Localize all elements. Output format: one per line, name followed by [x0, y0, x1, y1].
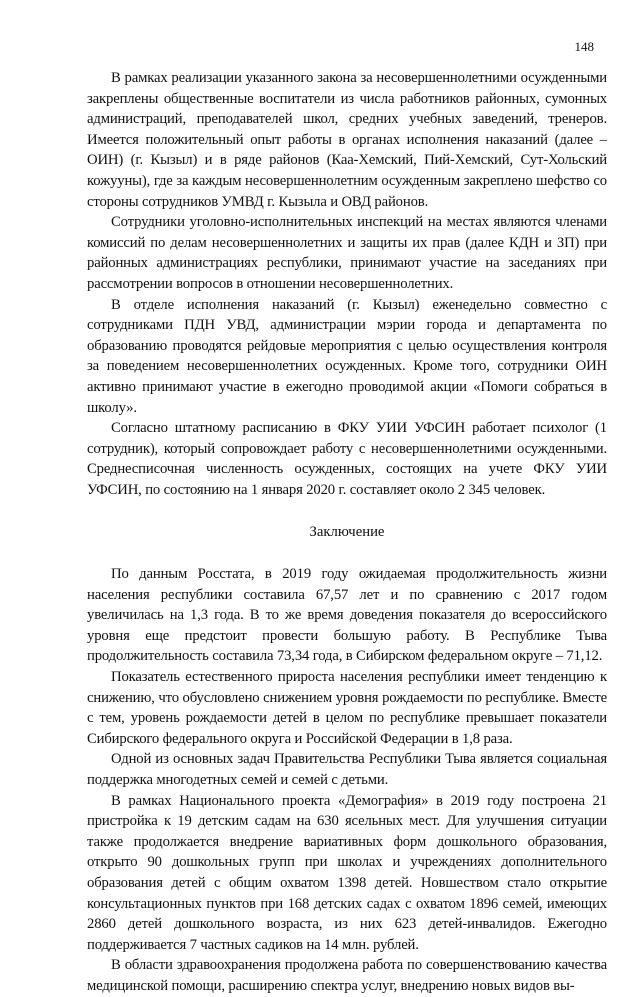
- paragraph: В рамках реализации указанного закона за несовершеннолетними осужденными закреплены общественные воспитатели из числа работников районных, сумонных администраций, преподавателей школ, средних учебных заведений, тренеров. Имеется положительный опыт работы в органах исполнения наказаний (далее – ОИН) (г. Кызыл) и в ряде районов (Каа-Хемский, Пий-Хемский, Сут-Хольский кожууны), где за каждым несовершеннолетним осужденным закреплено шефство со стороны сотрудников УМВД г. Кызыла и ОВД районов.: [87, 70, 607, 210]
- paragraph: Сотрудники уголовно-исполнительных инспекций на местах являются членами комиссий по делам несовершеннолетних и защиты их прав (далее КДН и ЗП) при районных администрациях республики, принимают участие на заседаниях при рассмотрении вопросов в отношении несовершеннолетних.: [87, 214, 607, 292]
- document-body: [87, 68, 607, 997]
- paragraph: В области здравоохранения продолжена работа по совершенствованию качества медицинской помощи, расширению спектра услуг, внедрению новых видов вы-: [87, 957, 607, 994]
- paragraph: Согласно штатному расписанию в ФКУ УИИ УФСИН работает психолог (1 сотрудник), который сопровождает работу с несовершеннолетними осужденными. Среднесписочная численность осужденных, состоящих на учете ФКУ УИИ УФСИН, по состоянию на 1 января 2020 г. составляет около 2 345 человек.: [87, 420, 607, 498]
- page-number: 148: [574, 39, 594, 54]
- paragraph: Одной из основных задач Правительства Республики Тыва является социальная поддержка многодетных семей и семей с детьми.: [87, 751, 607, 788]
- paragraph: В отделе исполнения наказаний (г. Кызыл) еженедельно совместно с сотрудниками ПДН УВД, администрации мэрии города и департамента по образованию проводятся рейдовые мероприятия с целью осуществления контроля за поведением несовершеннолетних осужденных. Кроме того, сотрудники ОИН активно принимают участие в ежегодно проводимой акции «Помоги собраться в школу».: [87, 296, 607, 416]
- paragraph: По данным Росстата, в 2019 году ожидаемая продолжительность жизни населения республики составила 67,57 лет и по сравнению с 2017 годом увеличилась на 1,3 года. В то же время доведения показателя до всероссийского уровня еще предстоит провести большую работу. В Республике Тыва продолжительность составила 73,34 года, в Сибирском федеральном округе – 71,12.: [87, 566, 607, 665]
- paragraph: В рамках Национального проекта «Демография» в 2019 году построена 21 пристройка к 19 детским садам на 630 ясельных мест. Для улучшения ситуации также продолжается внедрение вариативных форм дошкольного образования, открыто 90 дошкольных групп при школах и учреждениях дополнительного образования детей с общим охватом 1398 детей. Новшеством стало открытие консультационных пунктов при 168 детских садах с охватом 1896 семей, имеющих 2860 детей дошкольного возраста, из них 623 детей-инвалидов. Ежегодно поддерживается 7 частных садиков на 14 млн. рублей.: [87, 792, 607, 953]
- paragraph: Показатель естественного прироста населения республики имеет тенденцию к снижению, что обусловлено снижением уровня рождаемости по республике. Вместе с тем, уровень рождаемости детей в целом по республике превышает показатели Сибирского федерального округа и Российской Федерации в 1,8 раза.: [87, 669, 607, 747]
- section-heading: Заключение: [309, 524, 385, 541]
